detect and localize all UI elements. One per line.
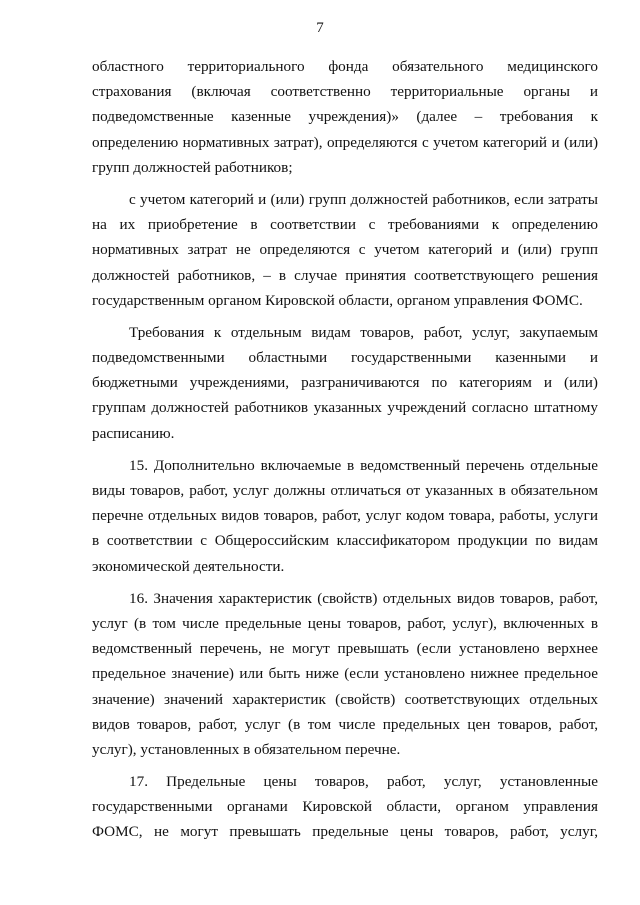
text-line: предельное значение) или быть ниже (если установлено нижнее предельное (92, 665, 598, 683)
paragraph-item-17 (92, 769, 598, 845)
paragraph (92, 187, 598, 313)
document-body (92, 54, 598, 845)
text-line: нормативных затрат не определяются с учетом категорий и (или) групп (92, 241, 598, 259)
text-line: в соответствии с Общероссийским классификатором продукции по видам (92, 532, 598, 550)
text-line: ФОМС, не могут превышать предельные цены товаров, работ, услуг, (92, 823, 598, 841)
text-line: видов товаров, работ, услуг (в том числе предельных цен товаров, работ, (92, 715, 598, 733)
text-line: 15. Дополнительно включаемые в ведомственный перечень отдельные (129, 456, 598, 474)
text-line: с учетом категорий и (или) групп должностей работников, если затраты (129, 190, 598, 208)
text-line: государственными органами Кировской области, органом управления (92, 798, 598, 816)
text-line: групп должностей работников; (92, 158, 293, 176)
text-line: областного территориального фонда обязательного медицинского (92, 58, 598, 75)
text-line: подведомственные казенные учреждения)» (далее – требования к (92, 108, 598, 126)
text-line: должностей работников, – в случае принятия соответствующего решения (92, 266, 598, 284)
text-line: 17. Предельные цены товаров, работ, услуг, установленные (129, 773, 598, 791)
text-line: страхования (включая соответственно территориальные органы и (92, 83, 598, 101)
text-line: группам должностей работников указанных учреждений согласно штатному (92, 399, 598, 417)
text-line: 16. Значения характеристик (свойств) отдельных видов товаров, работ, (129, 589, 598, 607)
text-line: перечне отдельных видов товаров, работ, услуг кодом товара, работы, услуги (92, 507, 598, 525)
text-line: значение) значений характеристик (свойств) соответствующих отдельных (92, 690, 598, 708)
text-line: ведомственный перечень, не могут превышать (если установлено верхнее (92, 640, 598, 658)
text-line: государственным органом Кировской области, органом управления ФОМС. (92, 291, 583, 309)
text-line: подведомственными областными государственными казенными и (92, 349, 598, 367)
text-line: на их приобретение в соответствии с требованиями к определению (92, 216, 598, 234)
paragraph-item-16 (92, 586, 598, 762)
text-line: расписанию. (92, 424, 175, 442)
text-line: услуг), установленных в обязательном перечне. (92, 740, 401, 758)
text-line: определению нормативных затрат), определяются с учетом категорий и (или) (92, 133, 598, 151)
text-line: услуг (в том числе предельные цены товаров, работ, услуг), включенных в (92, 614, 598, 632)
paragraph (92, 320, 598, 446)
text-line: экономической деятельности. (92, 557, 285, 575)
paragraph (92, 54, 598, 180)
paragraph-item-15 (92, 453, 598, 579)
page-number: 7 (316, 20, 324, 36)
text-line: Требования к отдельным видам товаров, работ, услуг, закупаемым (129, 323, 598, 341)
text-line: виды товаров, работ, услуг должны отличаться от указанных в обязательном (92, 482, 598, 499)
text-line: бюджетными учреждениями, разграничиваются по категориям и (или) (92, 374, 598, 392)
